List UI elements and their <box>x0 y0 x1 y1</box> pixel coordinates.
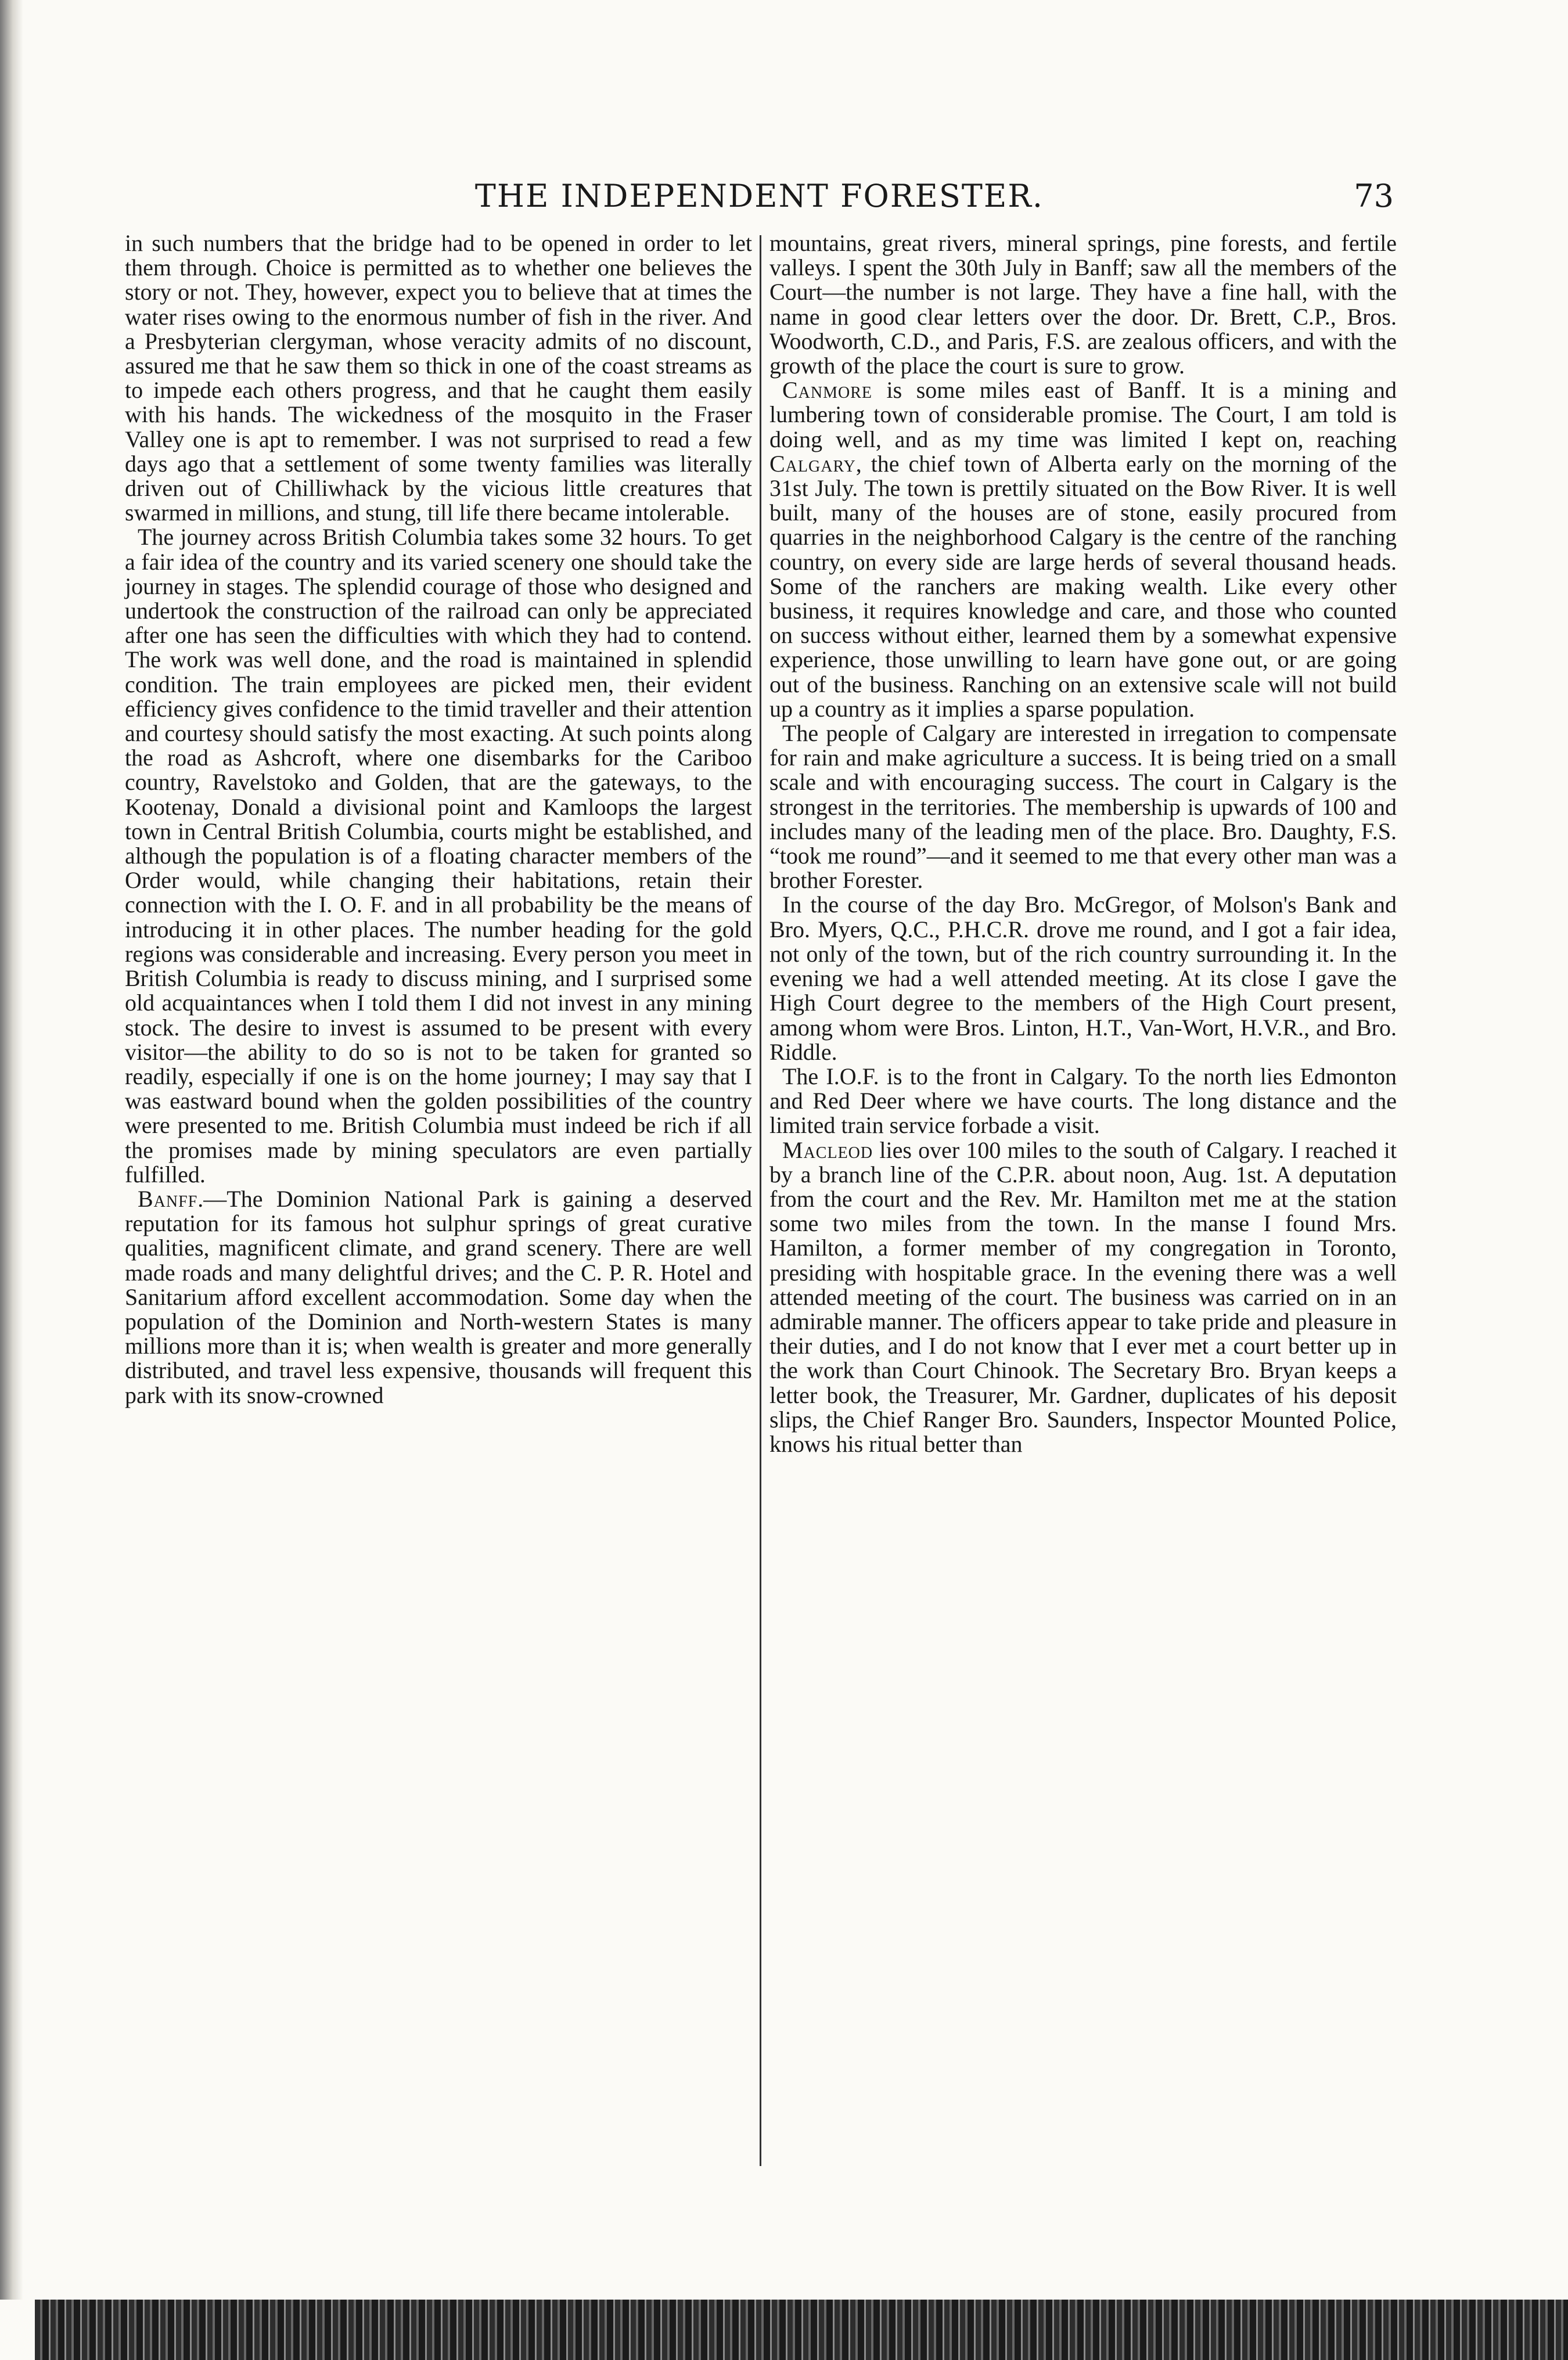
page-header <box>125 174 1394 226</box>
section-head-macleod: Macleod <box>782 1136 873 1163</box>
section-head-banff: Banff <box>138 1185 198 1212</box>
paragraph-text: , the chief town of Alberta early on the morning of the 31st July. The town is prettily situated on the Bow River. It is well built, many of the houses are of stone, easily procured from quarries in the neighborhood Calgary is the centre of the ranching country, on every side are large herds of several thousand heads. Some of the ranchers are making wealth. Like every other business, it requires knowledge and care, and those who counted on success without either, learned them by a somewhat expensive experience, those unwilling to learn have gone out, or are going out of the business. Ranching on an extensive scale will not build up a country as it implies a sparse population. <box>769 450 1397 722</box>
paragraph-text: .—The Dominion National Park is gaining a deserved reputation for its famous hot sulphur springs of great curative qualities, magnificent climate, and grand scenery. There are well made roads and many delightful drives; and the C. P. R. Hotel and Sanitarium afford excellent accommodation. Some day when the population of the Dominion and North-western States is many millions more than it is; when wealth is greater and more generally distributed, and travel less expensive, thousands will frequent this park with its snow-crowned <box>125 1185 752 1408</box>
scan-binding-edge <box>0 0 23 2300</box>
left-column <box>125 231 752 1408</box>
paragraph-text: is some miles east of Banff. It is a mining and lumbering town of considerable promise. The Court, I am told is doing well, and as my time was limited I kept on, reaching <box>769 377 1397 452</box>
paragraph-banff <box>125 1187 752 1408</box>
scan-bottom-edge <box>35 2300 1568 2360</box>
right-column <box>769 231 1397 1456</box>
paragraph-text: lies over 100 miles to the south of Calgary. I reached it by a branch line of the C.P.R. about noon, Aug. 1st. A deputation from the court and the Rev. Mr. Hamilton met me at the station some two miles from the town. In the manse I found Mrs. Hamilton, a former member of my congregation in Toronto, presiding with hospitable grace. In the evening there was a well attended meeting of the court. The business was carried on in an admirable manner. The officers appear to take pride and pleasure in their duties, and I do not know that I ever met a court better up in the work than Court Chinook. The Secretary Bro. Bryan keeps a letter book, the Treasurer, Mr. Gardner, duplicates of his deposit slips, the Chief Ranger Bro. Saunders, Inspector Mounted Police, knows his ritual better than <box>769 1136 1397 1457</box>
paragraph: mountains, great rivers, mineral springs, pine forests, and fertile valleys. I spent the 30th July in Banff; saw all the members of the Court—the number is not large. They have a fine hall, with the name in good clear letters over the door. Dr. Brett, C.P., Bros. Woodworth, C.D., and Paris, F.S. are zealous officers, and with the growth of the place the court is sure to grow. <box>769 230 1397 379</box>
running-title: THE INDEPENDENT FORESTER. <box>474 178 1044 214</box>
paragraph-macleod <box>769 1138 1397 1457</box>
place-name-calgary: Calgary <box>769 450 856 477</box>
paragraph: in such numbers that the bridge had to be opened in order to let them through. Choice is permitted as to whether one believes the story or not. They, however, expect you to believe that at times the water rises owing to the enormous number of fish in the river. And a Presbyterian clergyman, whose veracity admits of no discount, assured me that he saw them so thick in one of the coast streams as to impede each others progress, and that he caught them easily with his hands. The wickedness of the mosquito in the Fraser Valley one is apt to remember. I was not surprised to read a few days ago that a settlement of some twenty families was literally driven out of Chilliwhack by the vicious little creatures that swarmed in millions, and stung, till life there became intolerable. <box>125 230 752 526</box>
column-divider <box>760 235 761 2166</box>
paragraph: The journey across British Columbia takes some 32 hours. To get a fair idea of the country and its varied scenery one should take the journey in stages. The splendid courage of those who designed and undertook the construction of the railroad can only be appreciated after one has seen the difficulties with which they had to contend. The work was well done, and the road is maintained in splendid condition. The train employees are picked men, their evident efficiency gives confidence to the timid traveller and their attention and courtesy should satisfy the most exacting. At such points along the road as Ashcroft, where one disembarks for the Cariboo country, Ravelstoko and Golden, that are the gateways, to the Kootenay, Donald a divisional point and Kamloops the largest town in Central British Columbia, courts might be established, and although the population is of a floating character members of the Order would, while changing their habitations, retain their connection with the I. O. F. and in all probability be the means of introducing it in other places. The number heading for the gold regions was considerable and increasing. Every person you meet in British Columbia is ready to discuss mining, and I surprised some old acquaintances when I told them I did not invest in any mining stock. The desire to invest is assumed to be present with every visitor—the ability to do so is not to be taken for granted so readily, especially if one is on the home journey; I may say that I was eastward bound when the golden possibilities of the country were presented to me. British Columbia must indeed be rich if all the promises made by mining speculators are even partially fulfilled. <box>125 524 752 1188</box>
page-number: 73 <box>1354 178 1394 214</box>
paragraph: In the course of the day Bro. McGregor, of Molson's Bank and Bro. Myers, Q.C., P.H.C.R. drove me round, and I got a fair idea, not only of the town, but of the rich country surrounding it. In the evening we had a well attended meeting. At its close I gave the High Court degree to the members of the High Court present, among whom were Bros. Linton, H.T., Van-Wort, H.V.R., and Bro. Riddle. <box>769 891 1397 1065</box>
paragraph: The people of Calgary are interested in irregation to compensate for rain and make agriculture a success. It is being tried on a small scale and with encouraging success. The court in Calgary is the strongest in the territories. The membership is upwards of 100 and includes many of the leading men of the place. Bro. Daughty, F.S. “took me round”—and it seemed to me that every other man was a brother Forester. <box>769 720 1397 894</box>
paragraph: The I.O.F. is to the front in Calgary. To the north lies Edmonton and Red Deer where we have courts. The long distance and the limited train service forbade a visit. <box>769 1063 1397 1139</box>
section-head-canmore: Canmore <box>782 377 873 404</box>
paragraph-canmore <box>769 378 1397 721</box>
